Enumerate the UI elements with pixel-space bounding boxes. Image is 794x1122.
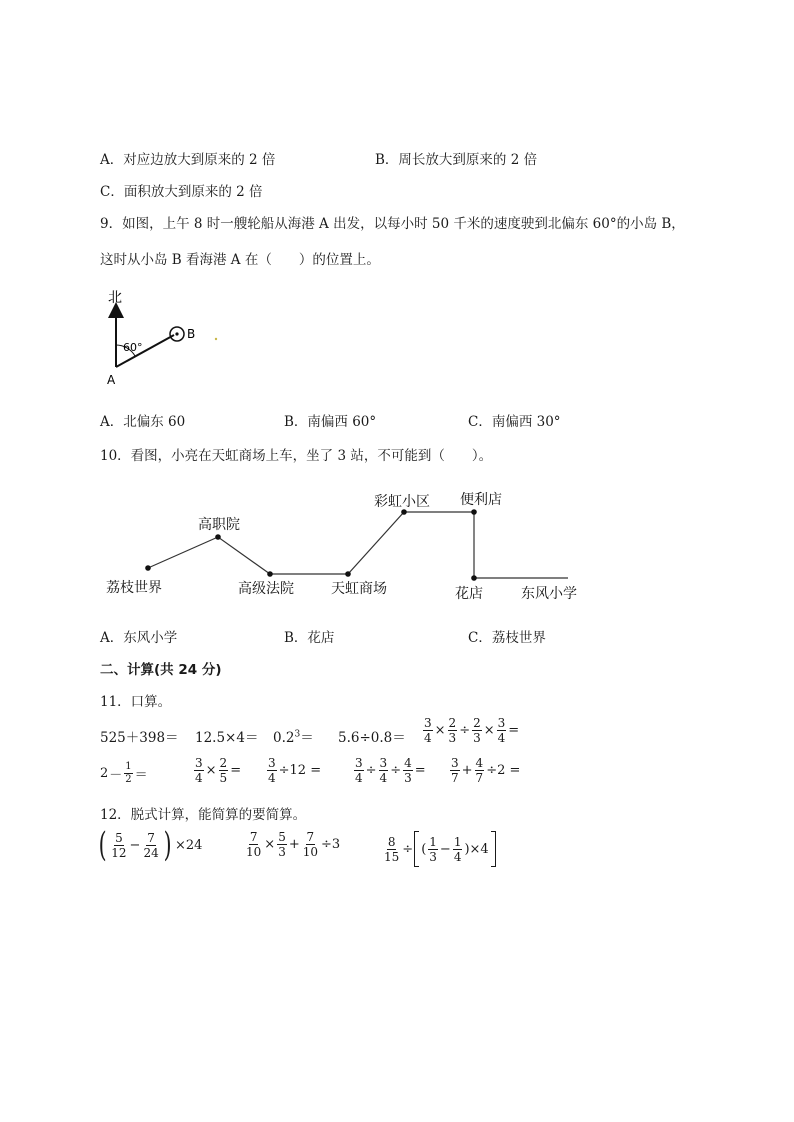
station-label: 高级法院 — [238, 581, 294, 597]
q11-expr-6: 2 － $\frac{1}{2}$ ＝ — [100, 761, 148, 785]
q10-option-a: A．东风小学 — [100, 630, 178, 646]
station-dot — [215, 534, 221, 540]
q8-option-b: B．周长放大到原来的 2 倍 — [375, 152, 538, 168]
q10-option-c: C．荔枝世界 — [468, 630, 546, 646]
station-label: 荔枝世界 — [106, 580, 162, 596]
q10-option-b: B．花店 — [284, 630, 335, 646]
point-a-label: A — [107, 373, 116, 387]
q12-expr-3: $\frac{8}{15}$ ÷ ( $\frac{1}{3}$ − $\frac{1}{4}$ )×4 — [382, 831, 496, 867]
station-label: 高职院 — [198, 517, 240, 533]
station-label: 彩虹小区 — [374, 494, 430, 510]
q9-text-line1: 9．如图，上午 8 时一艘轮船从海港 A 出发，以每小时 50 千米的速度驶到北偏东 60°的小岛 B， — [100, 216, 685, 232]
q12-expr-1: ( $\frac{5}{12}$ − $\frac{7}{24}$ ) ×24 — [98, 825, 203, 865]
angle-label: 60° — [123, 341, 143, 354]
q11-expr-2: 12.5×4＝ — [195, 730, 259, 746]
section-title: 二、计算(共 24 分) — [100, 662, 222, 678]
north-label: 北 — [108, 290, 122, 306]
station-dot — [471, 509, 477, 515]
q8-option-a: A．对应边放大到原来的 2 倍 — [100, 152, 276, 168]
bus-route-map — [98, 482, 598, 607]
point-b-label: B — [187, 327, 196, 341]
q11-expr-8: $\frac{3}{4}$ ÷12 = — [268, 756, 322, 785]
q11-title: 11．口算。 — [100, 694, 172, 710]
station-dot — [345, 571, 351, 577]
compass-diagram — [98, 285, 238, 390]
q11-expr-4: 5.6÷0.8＝ — [338, 730, 406, 746]
q11-expr-7: $\frac{3}{4}$ × $\frac{2}{5}$ = — [195, 756, 242, 785]
q9-option-b: B．南偏西 60° — [284, 414, 377, 430]
station-dot — [401, 509, 407, 515]
q11-expr-3: $0.2^3=$ — [273, 729, 314, 746]
q8-option-c: C．面积放大到原来的 2 倍 — [100, 184, 263, 200]
station-label: 便利店 — [460, 492, 502, 508]
q11-expr-5: $\frac{3}{4}$ × $\frac{2}{3}$ ÷ $\frac{2}{3}$ × $\frac{3}{4}$ = — [424, 716, 520, 745]
q12-title: 12．脱式计算，能简算的要简算。 — [100, 807, 307, 823]
q11-expr-10: $\frac{3}{7}$ + $\frac{4}{7}$ ÷2 = — [451, 756, 521, 785]
q12-expr-2: $\frac{7}{10}$ × $\frac{5}{3}$ + $\frac{7}{10}$ ÷3 — [246, 830, 341, 859]
q10-text: 10．看图，小亮在天虹商场上车，坐了 3 站，不可能到（ ）。 — [100, 448, 493, 464]
q11-expr-1: 525＋398＝ — [100, 730, 179, 746]
station-dot — [145, 565, 151, 571]
q9-option-a: A．北偏东 60 — [100, 414, 186, 430]
station-dot — [267, 571, 273, 577]
station-dot — [471, 575, 477, 581]
station-label: 天虹商场 — [331, 581, 387, 597]
q11-expr-9: $\frac{3}{4}$ ÷ $\frac{3}{4}$ ÷ $\frac{4}{3}$ = — [355, 756, 426, 785]
q9-option-c: C．南偏西 30° — [468, 414, 561, 430]
station-label: 花店 — [455, 586, 483, 602]
q9-text-line2: 这时从小岛 B 看海港 A 在（ ）的位置上。 — [100, 252, 380, 268]
station-label: 东风小学 — [521, 586, 577, 602]
